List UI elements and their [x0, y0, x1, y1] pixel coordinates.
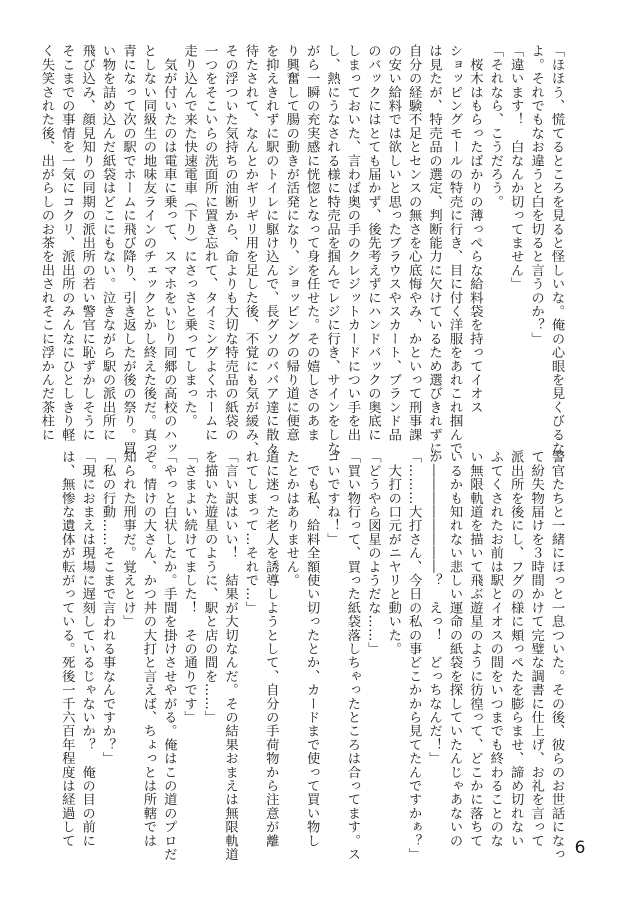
text-column-bottom	[59, 450, 566, 861]
top-line: よ。それでもなお違うと白を切ると言うのか？」	[528, 44, 544, 346]
bottom-line: 「買い物行って、買った紙袋落しちゃったところは合ってます。ス	[344, 450, 360, 861]
bottom-line: 「私の行動……そこまで言われる事なんですか？」	[100, 450, 116, 766]
bottom-line: 派出所を後にし、フグの様に頬っぺたを膨らませ、諦め切れない	[508, 450, 524, 848]
bottom-line: 「やっと白状したか。手間を掛けさせやがる。俺はこの道のプロだ	[161, 450, 177, 861]
top-line: 「ほほう、慌てるところを見ると怪しいな。俺の心眼を見くびるな	[549, 44, 564, 455]
bottom-line: か――――――――？ えっ！ どっちなんだ！」	[426, 450, 442, 766]
top-line: としない同級生の地味友ラインのチェックとかし終えた後だ。真っ	[140, 44, 156, 455]
top-line: ショッピングモールの特売に行き、目に付く洋服をあれこれ掴んで	[446, 44, 462, 455]
bottom-line: て紛失物届けを３時間かけて完璧な調書に仕上げ、お礼を言って	[528, 450, 544, 848]
top-line: い物を詰め込んだ紙袋はどこにもない。泣きながら駅の派出所に	[100, 44, 116, 442]
bottom-line: たとかはありません。	[283, 450, 299, 587]
top-line: のバックにはとても届かず、後先考えずにハンドバックの奥底に	[365, 44, 381, 442]
bottom-line: 警官たちと一緒にほっと一息ついた。その後、彼らのお世話になっ	[549, 450, 564, 861]
bottom-line: は、無惨な遺体が転がっている。死後一千六百年程度は経過して	[59, 450, 75, 848]
top-line: しまっておいた、言わば奥の手のクレジットカードについ手を出	[344, 44, 360, 442]
bottom-line: を描いた遊星のように、駅と店の間を……」	[202, 450, 218, 724]
top-line: り興奮して腸の動きが活発になり、ショッピングの帰り道に便意	[283, 44, 299, 442]
bottom-line: 「現におまえは現場に遅刻しているじゃないか？ 俺の目の前に	[79, 450, 95, 848]
bottom-line: い無限軌道を描いて飛ぶ遊星のように彷徨って、どこかに落ちて	[467, 450, 483, 848]
top-line: の安い給料では欲しいと思ったブラウスやスカート、ブランド品	[385, 44, 401, 442]
bottom-line: 「言い訳はいい！ 結果が大切なんだ。その結果おまえは無限軌道	[222, 450, 238, 861]
bottom-line: 知られた刑事だ。覚えとけ」	[120, 450, 136, 629]
bottom-line: ゴいですね！」	[324, 450, 340, 546]
top-line: 「違います！ 白なんか切ってません」	[508, 44, 524, 291]
bottom-line: 「………大打さん、今日の私の事どこかから見てたんですかぁ？」	[406, 450, 422, 861]
bottom-line: 道に迷った老人を誘導しようとして、自分の手荷物から注意が離	[263, 450, 279, 848]
top-line: 飛び込み、顔見知りの同期の派出所の若い警官に恥ずかしそうに	[79, 44, 95, 442]
top-line: を抑えきれずに駅のトイレに駆け込んで、長グソのババア達に散々	[263, 44, 279, 455]
top-line: 気が付いたのは電車に乗って、スマホをいじり同郷の高校のハッ	[161, 44, 177, 455]
top-line: し、熱にうなされる様に特売品を掴んでレジに行き、サインをしな	[324, 44, 340, 455]
text-column-top	[38, 44, 566, 455]
top-line: 桜木はもらったばかりの薄っぺらな給料袋を持ってイオス	[467, 44, 483, 414]
top-line: 待たされて、なんとかギリギリ用を足した後、不覚にも気が緩み、	[242, 44, 258, 455]
top-line: そこまでの事情を一気にコクリ、派出所のみんなにひとしきり軽	[59, 44, 75, 442]
bottom-line: ぞ。情けの大さん、かつ丼の大打と言えば、ちょっとは所轄では	[140, 450, 156, 848]
bottom-line: れてしまって…それで…」	[242, 450, 258, 615]
bottom-line: いるかも知れない悲しい運命の紙袋を探していたんじゃあないの	[446, 450, 462, 848]
bottom-line: 「どうやら図星のようだな……」	[365, 450, 381, 656]
bottom-line: 大打の口元がニヤリと動いた。	[385, 450, 401, 656]
top-line: く失笑された後、出がらしのお茶を出されそこに浮かんだ茶柱に	[38, 44, 54, 442]
top-line: 青になって次の駅でホームに飛び降り、引き返したが後の祭り。買	[120, 44, 136, 455]
bottom-line: でも私、給料全額使い切ったとか、カードまで使って買い物し	[304, 450, 320, 848]
page-number: 6	[574, 838, 586, 858]
bottom-line: ふてくされたお前は駅とイオスの間をいつまでも終わることのな	[487, 450, 503, 848]
top-line: 一つをそこいらの洗面所に置き忘れて、タイミングよくホームに	[202, 44, 218, 442]
bottom-line: 「さまよい続けてました！ その通りです」	[181, 450, 197, 724]
top-line: 走り込んで来た快速電車（下り）にさっさと乗ってしまった。	[181, 44, 197, 428]
top-line: 「それなら、こうだろう。	[487, 44, 503, 209]
top-line: その浮ついた気持ちの油断から、命よりも大切な特売品の紙袋の	[222, 44, 238, 442]
top-line: 自分の経験不足とセンスの無さを心底悔やみ、かといって刑事課	[406, 44, 422, 442]
top-line: がら一瞬の充実感に恍惚となって身を任せた。その嬉しさのあま	[304, 44, 320, 442]
top-line: は見たが、特売品の選定、判断能力に欠けているため選びきれずに	[426, 44, 442, 455]
